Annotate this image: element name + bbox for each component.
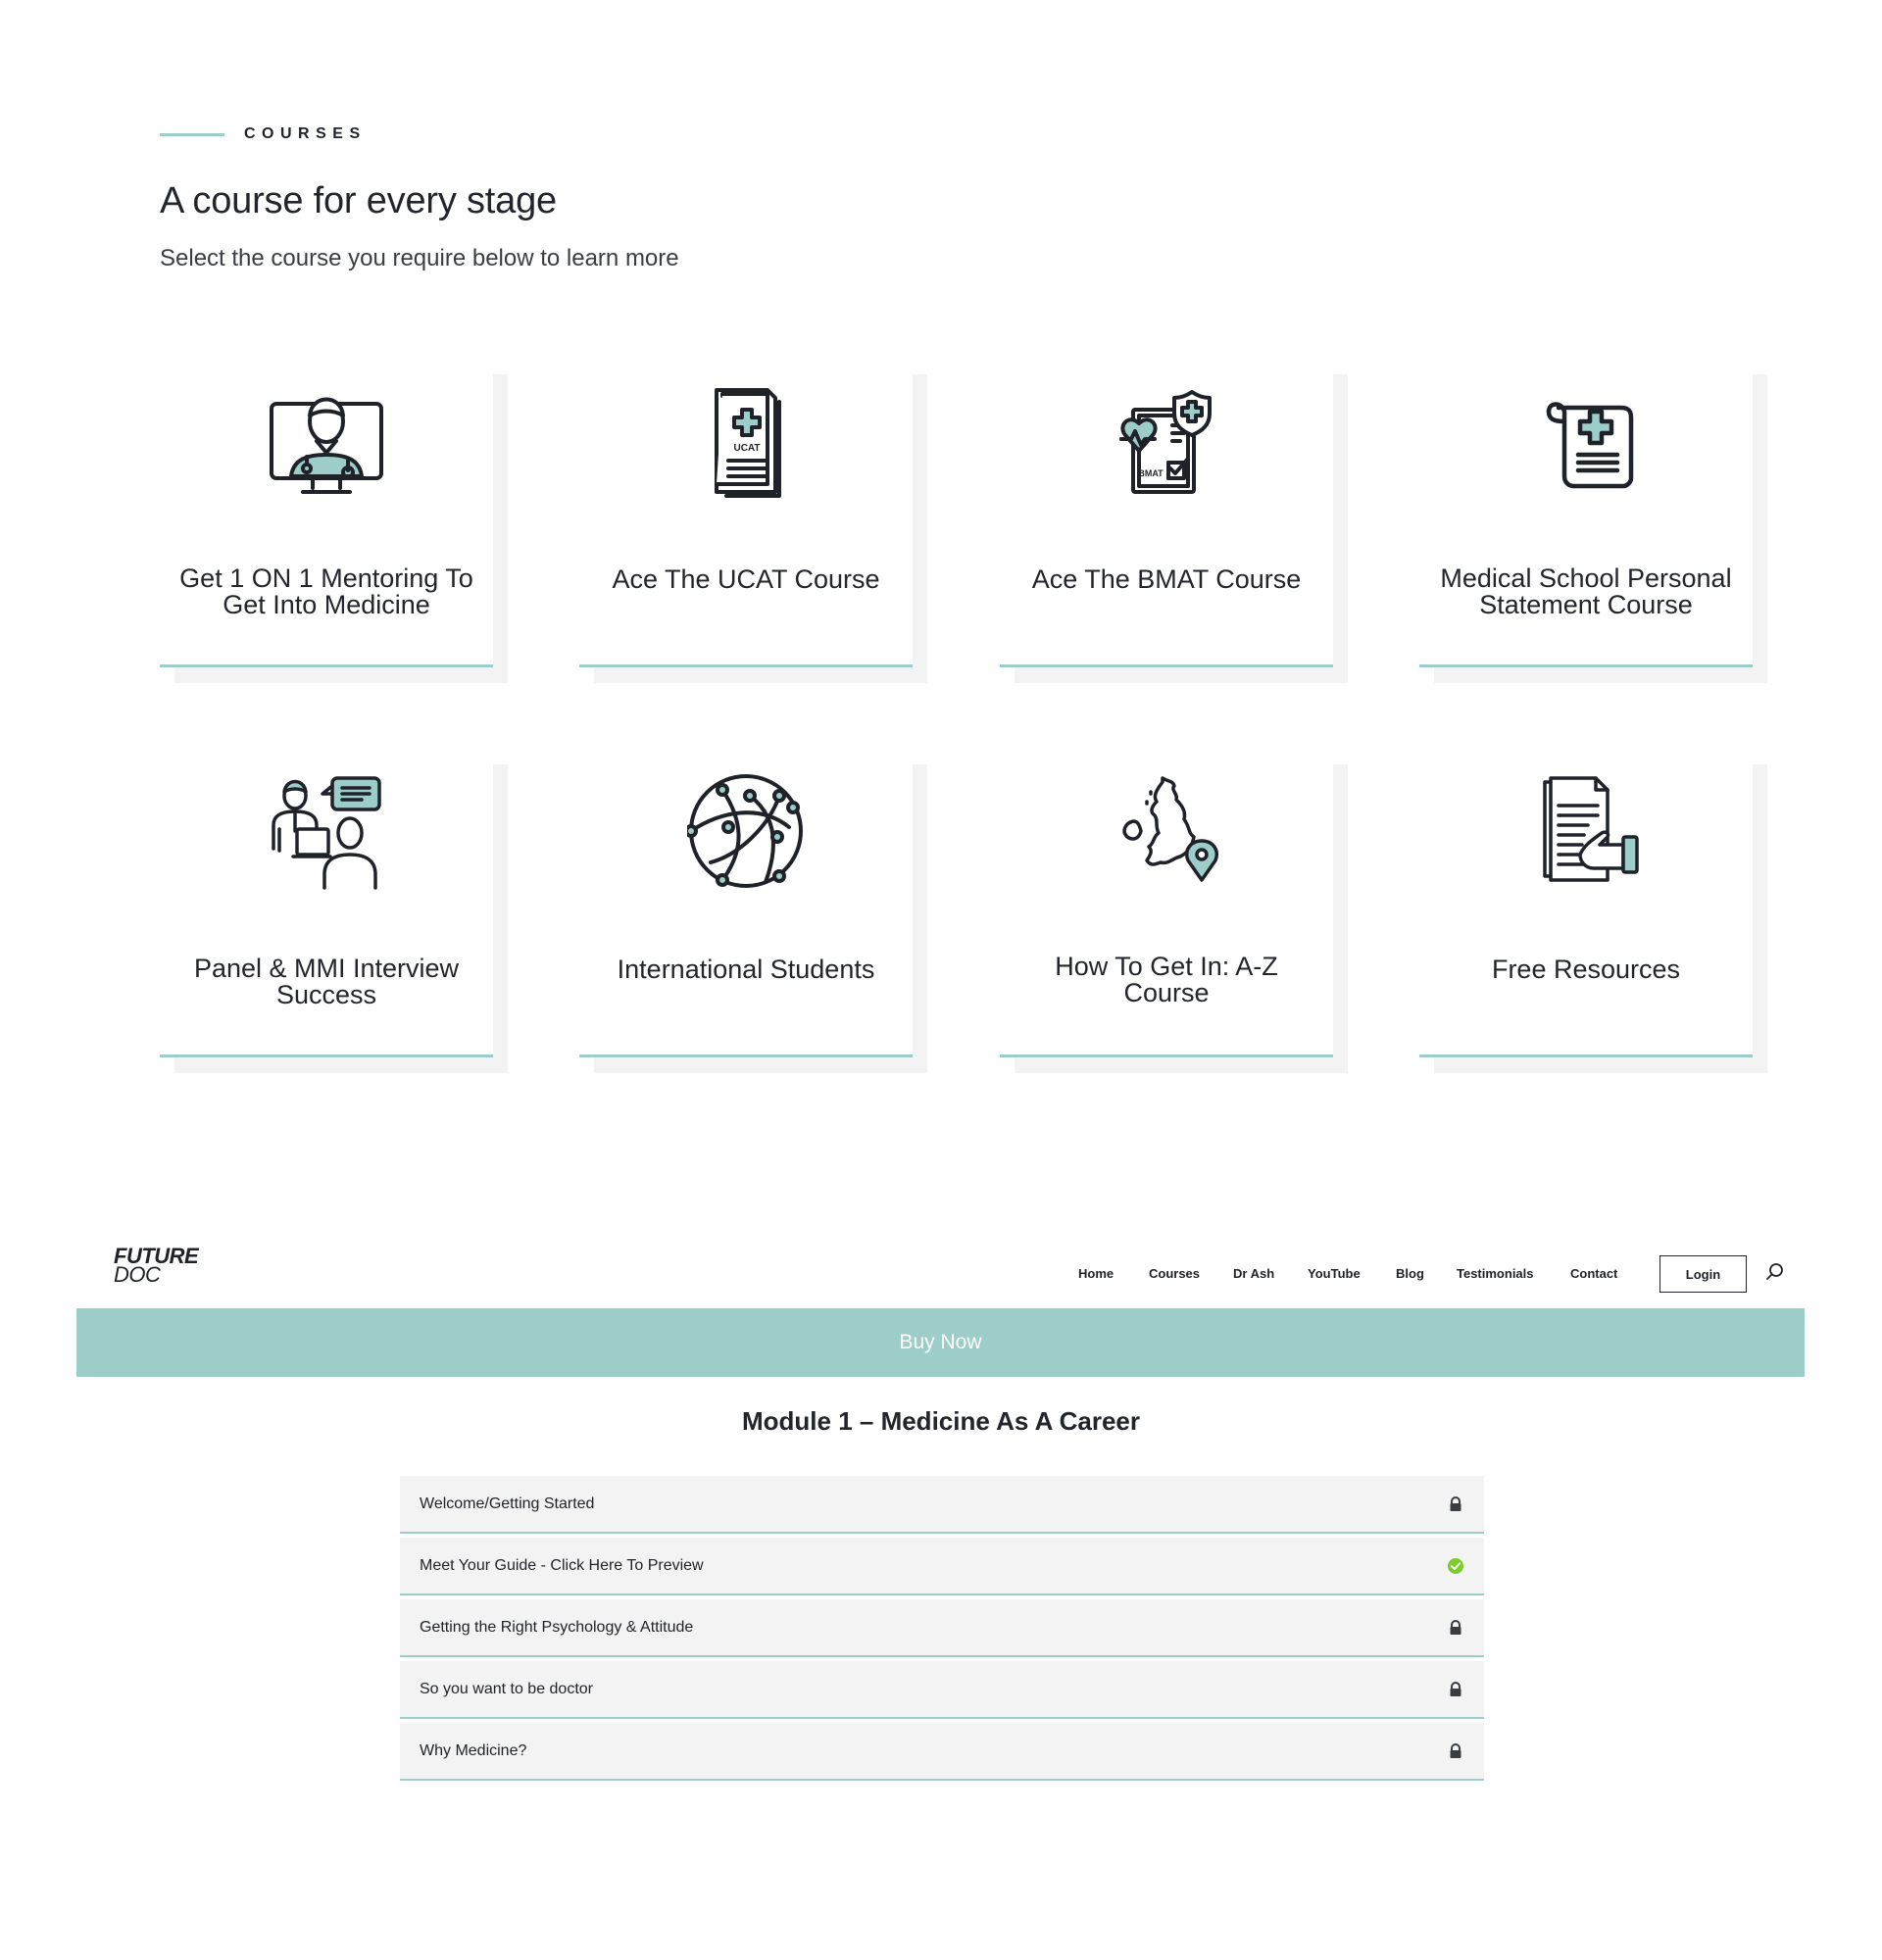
lock-icon (1447, 1619, 1464, 1637)
login-button[interactable]: Login (1659, 1255, 1747, 1293)
lesson-row[interactable] (400, 1661, 1484, 1719)
main-nav (0, 1262, 1882, 1287)
lesson-label: Why Medicine? (420, 1742, 527, 1759)
course-card-title: Ace The UCAT Course (612, 564, 880, 594)
nav-youtube[interactable]: YouTube (1308, 1266, 1361, 1281)
bmat-heart-shield-icon (1108, 382, 1225, 500)
buy-now-button[interactable] (76, 1308, 1805, 1377)
buy-now-label: Buy Now (899, 1331, 982, 1353)
course-card-title: Ace The BMAT Course (1031, 564, 1302, 594)
lesson-label: Welcome/Getting Started (420, 1495, 595, 1512)
lesson-label: Meet Your Guide - Click Here To Preview (420, 1557, 704, 1574)
course-card-title: How To Get In: A-Z Course (1055, 952, 1278, 1007)
course-card-title: Panel & MMI Interview Success (193, 954, 460, 1009)
lesson-label: Getting the Right Psychology & Attitude (420, 1619, 694, 1636)
lesson-row[interactable] (400, 1723, 1484, 1781)
nav-blog[interactable]: Blog (1396, 1266, 1424, 1281)
lock-icon (1447, 1742, 1464, 1760)
course-card-title: Medical School Personal Statement Course (1440, 564, 1732, 619)
section-subhead: Select the course you require below to learn more (160, 245, 679, 271)
globe-network-icon (687, 772, 805, 890)
course-card-title: Get 1 ON 1 Mentoring To Get Into Medicine (179, 564, 473, 619)
section-headline: A course for every stage (160, 180, 557, 221)
logo-line-1: FUTURE (114, 1244, 199, 1268)
interview-chat-icon (268, 772, 385, 890)
check-circle-icon (1447, 1557, 1464, 1575)
course-card-title: Free Resources (1491, 955, 1681, 984)
svg-text:BMAT: BMAT (1138, 468, 1164, 478)
course-module-page (0, 1205, 1882, 1960)
doctor-monitor-icon (268, 382, 385, 500)
eyebrow-line (160, 133, 224, 136)
nav-courses[interactable]: Courses (1149, 1266, 1201, 1281)
course-card-title: International Students (617, 955, 875, 984)
svg-text:UCAT: UCAT (733, 443, 761, 454)
uk-map-pin-icon (1108, 772, 1225, 890)
document-hand-icon (1527, 772, 1645, 890)
lesson-row[interactable] (400, 1538, 1484, 1595)
lesson-row[interactable] (400, 1476, 1484, 1534)
nav-contact[interactable]: Contact (1570, 1266, 1618, 1281)
ucat-document-icon (687, 382, 805, 500)
lesson-row[interactable] (400, 1599, 1484, 1657)
section-eyebrow (160, 125, 367, 143)
nav-dr-ash[interactable]: Dr Ash (1233, 1266, 1275, 1281)
lock-icon (1447, 1495, 1464, 1513)
module-title: Module 1 – Medicine As A Career (741, 1406, 1140, 1436)
eyebrow-label: COURSES (244, 125, 367, 142)
search-icon[interactable] (1764, 1261, 1786, 1283)
lock-icon (1447, 1681, 1464, 1698)
lesson-list (400, 1476, 1484, 1785)
medical-scroll-icon (1527, 382, 1645, 500)
lesson-label: So you want to be doctor (420, 1681, 593, 1697)
nav-testimonials[interactable]: Testimonials (1457, 1266, 1534, 1281)
logo-line-2: DOC (114, 1262, 161, 1287)
nav-home[interactable]: Home (1078, 1266, 1114, 1281)
